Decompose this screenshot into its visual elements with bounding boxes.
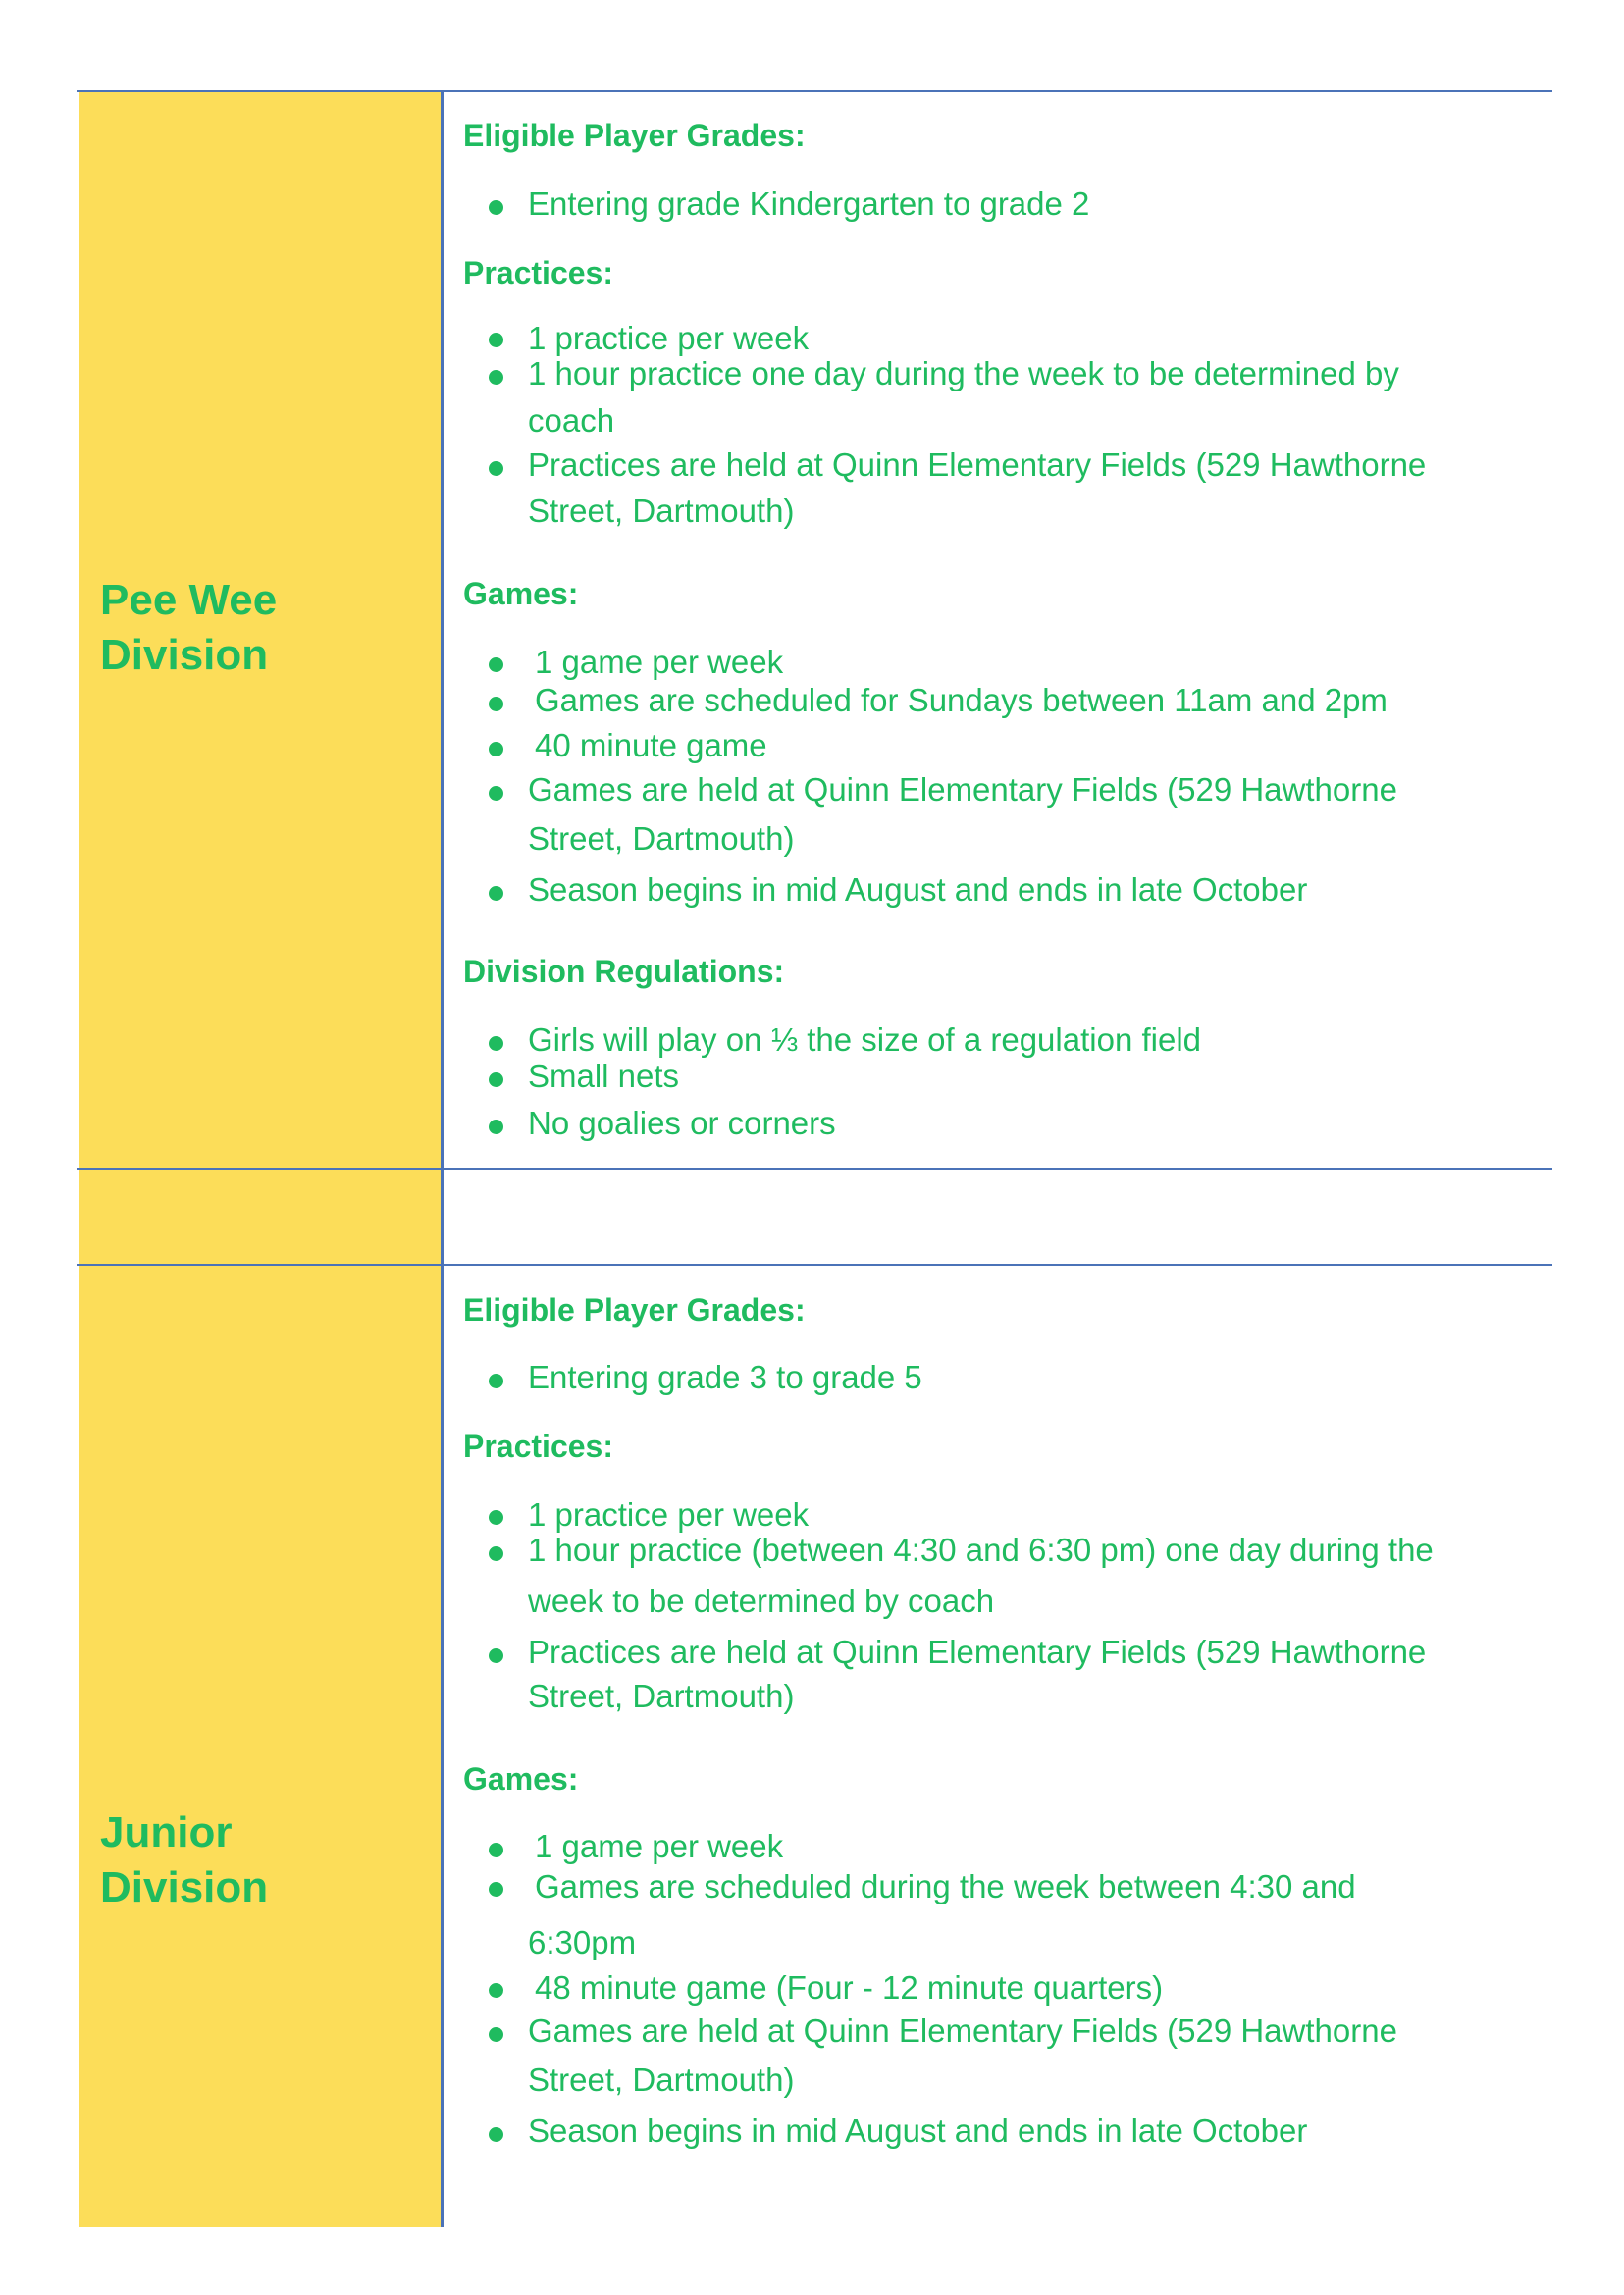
bullet-icon (489, 1843, 503, 1857)
practices-heading: Practices: (463, 1429, 613, 1464)
list-item: 1 hour practice (between 4:30 and 6:30 pm) one day during the (528, 1532, 1434, 1568)
games-heading: Games: (463, 1761, 579, 1797)
list-item: No goalies or corners (528, 1105, 836, 1141)
division-title-line: Division (100, 1863, 269, 1911)
division-title-line: Pee Wee (100, 576, 278, 624)
list-item-continuation: coach (528, 402, 615, 439)
list-item: Games are scheduled during the week between 4:30 and (535, 1868, 1356, 1904)
list-item-continuation: Street, Dartmouth) (528, 493, 795, 529)
bullet-icon (489, 1648, 503, 1663)
bullet-icon (489, 2127, 503, 2142)
bullet-icon (489, 697, 503, 711)
list-item-continuation: Street, Dartmouth) (528, 820, 795, 857)
list-item: Season begins in mid August and ends in late October (528, 871, 1308, 908)
spacer-label-cell (79, 1170, 441, 1264)
bullet-icon (489, 786, 503, 801)
division-title-pee-wee (100, 573, 277, 683)
list-item: Entering grade Kindergarten to grade 2 (528, 185, 1090, 222)
division-title-junior (100, 1805, 268, 1915)
bullet-icon (489, 1072, 503, 1087)
regulations-heading: Division Regulations: (463, 954, 785, 989)
junior-label-cell (79, 1266, 441, 2227)
practices-heading: Practices: (463, 255, 613, 290)
bullet-icon (489, 2027, 503, 2042)
bullet-icon (489, 1882, 503, 1897)
bullet-icon (489, 333, 503, 347)
list-item: Season begins in mid August and ends in late October (528, 2112, 1308, 2149)
list-item: Girls will play on ⅓ the size of a regulation field (528, 1021, 1202, 1058)
list-item: Entering grade 3 to grade 5 (528, 1359, 922, 1395)
list-item: 1 practice per week (528, 320, 810, 356)
eligible-heading: Eligible Player Grades: (463, 1292, 806, 1328)
bullet-icon (489, 1983, 503, 1998)
bullet-icon (489, 1120, 503, 1134)
list-item: 1 game per week (535, 1828, 784, 1864)
eligible-heading: Eligible Player Grades: (463, 118, 806, 153)
list-item: 48 minute game (Four - 12 minute quarters) (535, 1969, 1164, 2006)
list-item: 1 hour practice one day during the week to be determined by (528, 355, 1399, 391)
list-item-continuation: Street, Dartmouth) (528, 1678, 795, 1714)
list-item: Small nets (528, 1058, 680, 1094)
list-item: 1 practice per week (528, 1496, 810, 1533)
list-item: Games are scheduled for Sundays between 11am and 2pm (535, 682, 1388, 718)
division-title-line: Division (100, 631, 269, 679)
bullet-icon (489, 200, 503, 215)
list-item: Practices are held at Quinn Elementary Fields (529 Hawthorne (528, 1634, 1427, 1670)
games-heading: Games: (463, 576, 579, 611)
list-item: 1 game per week (535, 644, 784, 680)
list-item: 40 minute game (535, 727, 767, 763)
list-item: Games are held at Quinn Elementary Fields (529 Hawthorne (528, 2012, 1397, 2049)
list-item: Games are held at Quinn Elementary Fields (529 Hawthorne (528, 771, 1397, 808)
bullet-icon (489, 742, 503, 756)
column-divider (441, 91, 444, 2227)
bullet-icon (489, 657, 503, 672)
bullet-icon (489, 370, 503, 385)
list-item-continuation: 6:30pm (528, 1924, 637, 1960)
bullet-icon (489, 886, 503, 901)
bullet-icon (489, 1510, 503, 1525)
bullet-icon (489, 1374, 503, 1388)
list-item-continuation: week to be determined by coach (528, 1583, 995, 1619)
bullet-icon (489, 1036, 503, 1051)
division-title-line: Junior (100, 1808, 233, 1856)
bullet-icon (489, 1546, 503, 1561)
list-item: Practices are held at Quinn Elementary Fields (529 Hawthorne (528, 446, 1427, 483)
list-item-continuation: Street, Dartmouth) (528, 2061, 795, 2098)
bullet-icon (489, 461, 503, 476)
